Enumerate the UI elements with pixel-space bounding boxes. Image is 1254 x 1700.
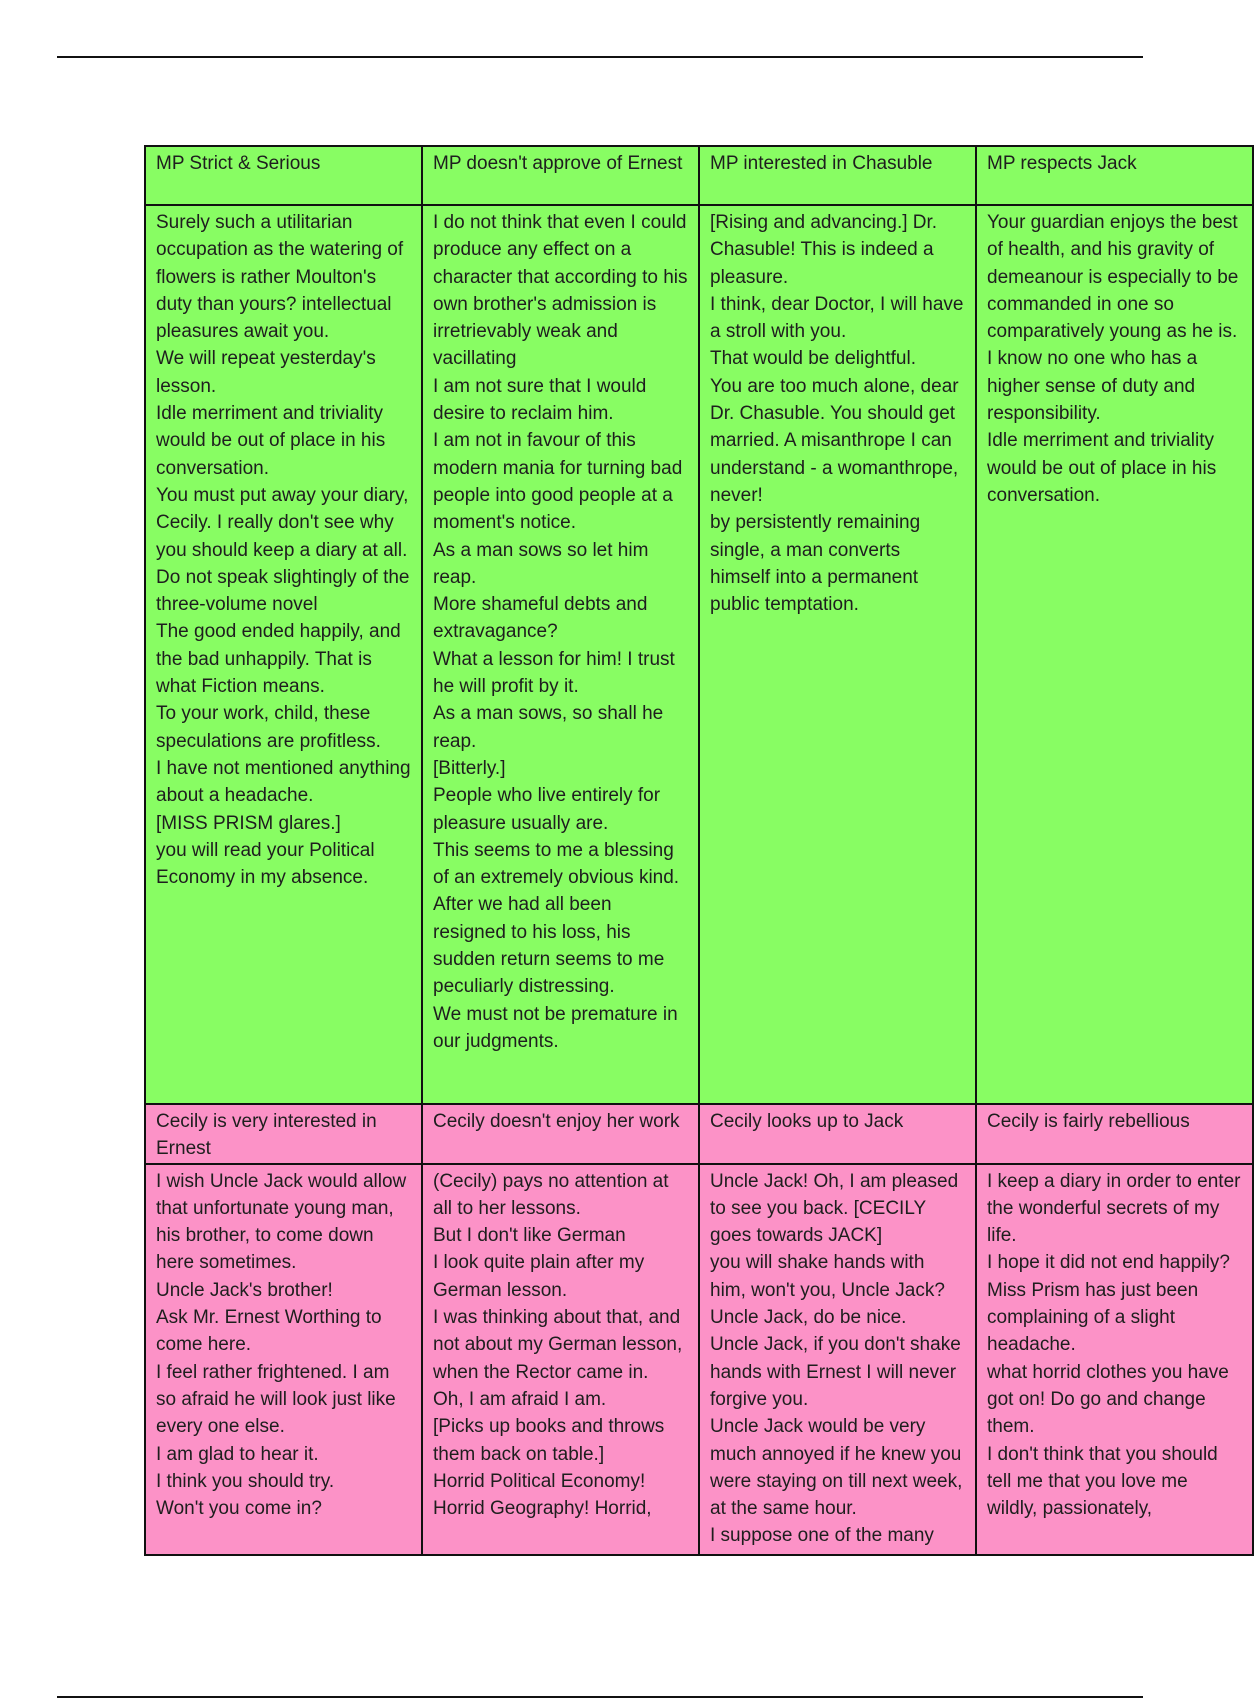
quote-line: You are too much alone, dear Dr. Chasuble. You should get married. A misanthrope I can understand - a womanthrope, never!	[710, 375, 959, 506]
quote-line: I think, dear Doctor, I will have a stroll with you.	[710, 293, 964, 343]
header-cell: MP doesn't approve of Ernest	[422, 146, 699, 205]
quote-line: That would be delightful.	[710, 348, 916, 370]
table-row	[145, 205, 1253, 1104]
quote-line: what horrid clothes you have got on! Do go and change them.	[987, 1361, 1229, 1438]
character-quotes-table	[144, 145, 1254, 1556]
quote-line: Idle merriment and triviality would be out of place in his conversation.	[987, 430, 1217, 506]
quote-line: Uncle Jack, do be nice.	[710, 1307, 907, 1329]
quote-line: Miss Prism has just been complaining of a slight headache.	[987, 1279, 1199, 1356]
quote-line: After we had all been resigned to his loss, his sudden return seems to me peculiarly distressing.	[433, 894, 665, 998]
quote-line: The good ended happily, and the bad unhappily. That is what Fiction means.	[156, 621, 401, 698]
header-cell: MP respects Jack	[976, 146, 1253, 205]
quote-cell	[422, 1164, 699, 1555]
quote-line: This seems to me a blessing of an extremely obvious kind.	[433, 839, 680, 889]
quote-line: I do not think that even I could produce any effect on a character that according to his own brother's admission is irretrievably weak and vacillating	[433, 212, 688, 370]
header-cell: Cecily looks up to Jack	[699, 1104, 976, 1164]
quote-line: Uncle Jack would be very much annoyed if he knew you were staying on till next week, at the same hour.	[710, 1416, 963, 1520]
quote-line: To your work, child, these speculations are profitless.	[156, 703, 381, 752]
quote-line: [MISS PRISM glares.]	[156, 812, 341, 834]
quote-line: [Picks up books and throws them back on table.]	[433, 1416, 665, 1465]
quote-cell	[422, 205, 699, 1104]
quote-line: Won't you come in?	[156, 1498, 322, 1520]
quote-line: (Cecily) pays no attention at all to her lessons.	[433, 1170, 669, 1219]
quote-cell	[145, 205, 422, 1104]
quote-line: Your guardian enjoys the best of health, and his gravity of demeanour is especially to be commanded in one so comparatively young as he is. I know no one who has a higher sense of duty and responsibility.	[987, 212, 1239, 425]
table-row	[145, 1164, 1253, 1555]
header-cell: Cecily is fairly rebellious	[976, 1104, 1253, 1164]
quote-line: Oh, I am afraid I am.	[433, 1388, 607, 1410]
quote-line: You must put away your diary, Cecily. I really don't see why you should keep a diary at all.	[156, 484, 409, 561]
quote-line: you will shake hands with him, won't you, Uncle Jack?	[710, 1252, 945, 1301]
quote-line: I was thinking about that, and not about my German lesson, when the Rector came in.	[433, 1307, 683, 1383]
table-row	[145, 1104, 1253, 1164]
header-cell: Cecily doesn't enjoy her work	[422, 1104, 699, 1164]
quote-line: I feel rather frightened. I am so afraid he will look just like every one else.	[156, 1361, 396, 1438]
quote-line: What a lesson for him! I trust he will profit by it.	[433, 648, 675, 698]
quote-cell	[145, 1164, 422, 1555]
quote-line: Surely such a utilitarian occupation as the watering of flowers is rather Moulton's duty than yours? intellectual pleasures await you.	[156, 212, 404, 343]
quote-line: Uncle Jack! Oh, I am pleased to see you back. [CECILY goes towards JACK]	[710, 1170, 959, 1247]
quote-line: But I don't like German	[433, 1225, 626, 1247]
quote-line: I look quite plain after my German lesson.	[433, 1252, 645, 1301]
quote-line: I am not sure that I would desire to reclaim him.	[433, 375, 647, 425]
header-cell: Cecily is very interested in Ernest	[145, 1104, 422, 1164]
quote-line: I hope it did not end happily?	[987, 1252, 1230, 1274]
quote-cell	[699, 1164, 976, 1555]
quote-line: People who live entirely for pleasure usually are.	[433, 785, 661, 834]
quote-line: As a man sows, so shall he reap.	[433, 703, 664, 752]
quote-line: I am not in favour of this modern mania for turning bad people into good people at a moment's notice.	[433, 430, 683, 534]
quote-line: We will repeat yesterday's lesson.	[156, 348, 376, 397]
footer-rule	[57, 1696, 1143, 1698]
quote-line: [Bitterly.]	[433, 757, 506, 779]
header-cell: MP interested in Chasuble	[699, 146, 976, 205]
quote-line: by persistently remaining single, a man converts himself into a permanent public temptation.	[710, 512, 921, 616]
quote-line: I don't think that you should tell me that you love me wildly, passionately,	[987, 1443, 1218, 1520]
spreadsheet-page	[144, 145, 1241, 1551]
quote-line: We must not be premature in our judgments.	[433, 1003, 678, 1052]
quote-line: Uncle Jack's brother!	[156, 1279, 333, 1301]
quote-line: Uncle Jack, if you don't shake hands with Ernest I will never forgive you.	[710, 1334, 961, 1410]
quote-line: Do not speak slightingly of the three-volume novel	[156, 566, 410, 616]
quote-line: Horrid Geography! Horrid,	[433, 1498, 652, 1520]
quote-cell	[976, 205, 1253, 1104]
quote-line: you will read your Political Economy in my absence.	[156, 839, 375, 889]
header-cell: MP Strict & Serious	[145, 146, 422, 205]
quote-line: I wish Uncle Jack would allow that unfortunate young man, his brother, to come down here sometimes.	[156, 1170, 407, 1274]
quote-line: I suppose one of the many	[710, 1525, 934, 1547]
quote-line: Idle merriment and triviality would be out of place in his conversation.	[156, 403, 386, 479]
quote-line: Horrid Political Economy!	[433, 1470, 646, 1492]
quote-line: As a man sows so let him reap.	[433, 539, 649, 588]
quote-cell	[976, 1164, 1253, 1555]
quote-line: I keep a diary in order to enter the wonderful secrets of my life.	[987, 1170, 1241, 1247]
quote-line: I think you should try.	[156, 1470, 335, 1492]
quote-line: [Rising and advancing.] Dr. Chasuble! This is indeed a pleasure.	[710, 212, 938, 288]
quote-line: More shameful debts and extravagance?	[433, 594, 648, 643]
table-row	[145, 146, 1253, 205]
quote-cell	[699, 205, 976, 1104]
quote-line: I am glad to hear it.	[156, 1443, 319, 1465]
header-rule	[57, 56, 1143, 58]
quote-line: Ask Mr. Ernest Worthing to come here.	[156, 1307, 382, 1356]
quote-line: I have not mentioned anything about a headache.	[156, 757, 411, 807]
